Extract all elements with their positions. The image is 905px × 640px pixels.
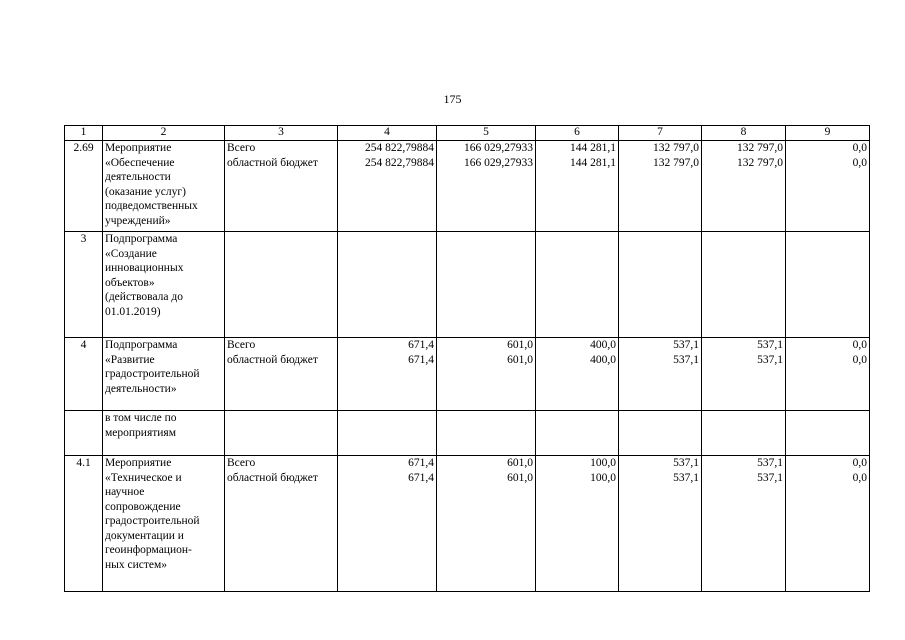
value: 400,0 xyxy=(590,339,616,351)
value: 537,1 xyxy=(757,339,783,351)
value-cell xyxy=(536,456,619,592)
row-name xyxy=(103,338,225,411)
header-cell: 2 xyxy=(103,126,225,141)
value-cell xyxy=(786,232,870,338)
row-name-text: Мероприятие «Техническое и научное сопровождение градостроительной документации и геоинформацион- ных систем» xyxy=(105,457,200,571)
value: 671,4 xyxy=(408,353,434,366)
table-row xyxy=(65,141,870,232)
value: 0,0 xyxy=(852,457,867,469)
table-row xyxy=(65,456,870,592)
value-cell xyxy=(437,232,536,338)
funding-source xyxy=(225,141,338,232)
value: 671,4 xyxy=(408,457,434,469)
header-cell: 9 xyxy=(786,126,870,141)
value-cell xyxy=(437,456,536,592)
value: 537,1 xyxy=(673,353,699,366)
value-cell xyxy=(786,411,870,456)
table-row xyxy=(65,411,870,456)
funding-source-label: областной бюджет xyxy=(227,471,318,484)
value: 100,0 xyxy=(590,471,616,484)
value: 601,0 xyxy=(507,353,533,366)
table-body xyxy=(65,126,870,592)
row-number xyxy=(65,411,103,456)
value-cell xyxy=(536,338,619,411)
value: 537,1 xyxy=(673,471,699,484)
header-cell: 8 xyxy=(702,126,786,141)
funding-source xyxy=(225,411,338,456)
value: 601,0 xyxy=(507,457,533,469)
value-cell xyxy=(786,141,870,232)
value: 537,1 xyxy=(673,339,699,351)
value: 400,0 xyxy=(590,353,616,366)
value: 0,0 xyxy=(852,142,867,154)
value-cell xyxy=(536,141,619,232)
row-name xyxy=(103,456,225,592)
funding-source-label: областной бюджет xyxy=(227,353,318,366)
value: 144 281,1 xyxy=(570,156,616,169)
value: 144 281,1 xyxy=(570,142,616,154)
value: 0,0 xyxy=(852,339,867,351)
header-cell: 7 xyxy=(619,126,702,141)
value-cell xyxy=(619,456,702,592)
row-name-text: Подпрограмма «Развитие градостроительной деятельности» xyxy=(105,339,200,395)
value-cell xyxy=(338,411,437,456)
funding-source xyxy=(225,232,338,338)
value: 166 029,27933 xyxy=(464,142,533,154)
funding-source-label: областной бюджет xyxy=(227,156,318,169)
value-cell xyxy=(702,411,786,456)
value: 537,1 xyxy=(673,457,699,469)
funding-source xyxy=(225,338,338,411)
value: 537,1 xyxy=(757,457,783,469)
value-cell xyxy=(338,141,437,232)
value: 537,1 xyxy=(757,471,783,484)
value-cell xyxy=(619,232,702,338)
value: 601,0 xyxy=(507,339,533,351)
value-cell xyxy=(786,338,870,411)
value-cell xyxy=(619,411,702,456)
table-row xyxy=(65,338,870,411)
value: 132 797,0 xyxy=(737,142,783,154)
value: 0,0 xyxy=(852,156,867,169)
value: 601,0 xyxy=(507,471,533,484)
value: 537,1 xyxy=(757,353,783,366)
funding-source-label: Всего xyxy=(227,142,256,154)
row-number: 2.69 xyxy=(65,141,103,232)
value: 132 797,0 xyxy=(653,142,699,154)
value: 100,0 xyxy=(590,457,616,469)
table-row xyxy=(65,232,870,338)
value-cell xyxy=(338,338,437,411)
row-name xyxy=(103,141,225,232)
row-name-text: в том числе по мероприятиям xyxy=(105,412,177,439)
value: 254 822,79884 xyxy=(365,156,434,169)
row-name-text: Мероприятие «Обеспечение деятельности (оказание услуг) подведомственных учреждений» xyxy=(105,142,198,227)
header-cell: 3 xyxy=(225,126,338,141)
budget-table xyxy=(64,125,870,592)
row-name xyxy=(103,411,225,456)
header-cell: 5 xyxy=(437,126,536,141)
page-number: 175 xyxy=(443,92,462,106)
value-cell xyxy=(437,411,536,456)
value-cell xyxy=(437,338,536,411)
value: 166 029,27933 xyxy=(464,156,533,169)
value-cell xyxy=(437,141,536,232)
value-cell xyxy=(619,141,702,232)
row-name xyxy=(103,232,225,338)
value: 132 797,0 xyxy=(737,156,783,169)
value-cell xyxy=(536,232,619,338)
value-cell xyxy=(702,338,786,411)
value-cell xyxy=(702,456,786,592)
header-cell: 6 xyxy=(536,126,619,141)
value: 254 822,79884 xyxy=(365,142,434,154)
value-cell xyxy=(619,338,702,411)
header-cell: 4 xyxy=(338,126,437,141)
row-number: 3 xyxy=(65,232,103,338)
row-number: 4.1 xyxy=(65,456,103,592)
header-row xyxy=(65,126,870,141)
value: 671,4 xyxy=(408,471,434,484)
value-cell xyxy=(786,456,870,592)
value-cell xyxy=(338,232,437,338)
value-cell xyxy=(702,141,786,232)
funding-source xyxy=(225,456,338,592)
value-cell xyxy=(338,456,437,592)
value: 0,0 xyxy=(852,471,867,484)
value: 671,4 xyxy=(408,339,434,351)
funding-source-label: Всего xyxy=(227,339,256,351)
row-name-text: Подпрограмма «Создание инновационных объектов» (действовала до 01.01.2019) xyxy=(105,233,184,318)
funding-source-label: Всего xyxy=(227,457,256,469)
header-cell: 1 xyxy=(65,126,103,141)
value: 132 797,0 xyxy=(653,156,699,169)
row-number: 4 xyxy=(65,338,103,411)
value-cell xyxy=(702,232,786,338)
value: 0,0 xyxy=(852,353,867,366)
value-cell xyxy=(536,411,619,456)
